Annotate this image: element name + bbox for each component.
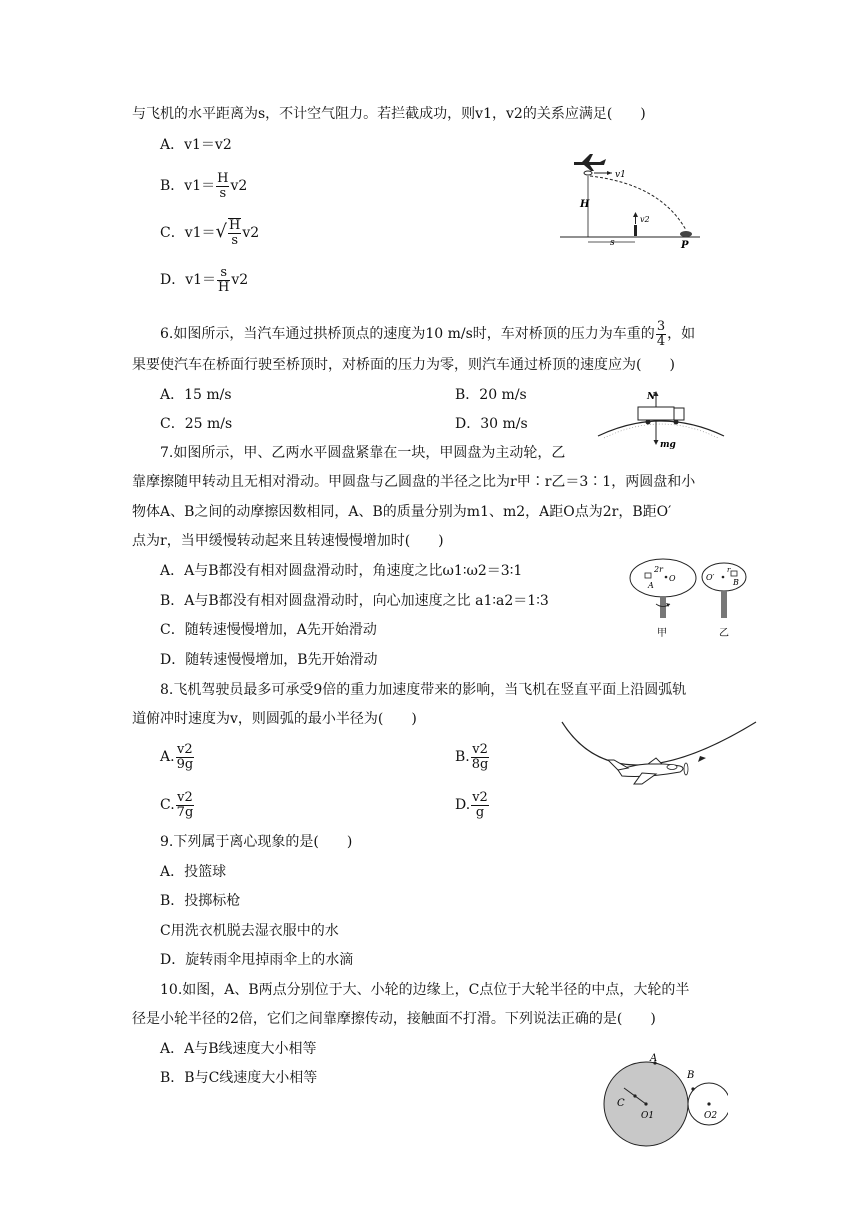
sqrt-sign: √ [215,221,228,242]
disc-jia [630,559,696,597]
q5-option-d-suffix: v2 [231,272,249,288]
q7-figure-discs [626,556,756,640]
q6-option-c: C．25 m/s [160,416,233,432]
q6-line1-post: ，如 [667,326,696,342]
q6-option-a: A．15 m/s [160,387,232,403]
q5-option-b-fraction [216,172,229,201]
label-A: A [648,581,654,590]
label-C: C [617,1098,625,1109]
q8-option-c-label: C. [160,797,175,813]
label-O: O [669,574,676,583]
q8-line1: 8.飞机驾驶员最多可承受9倍的重力加速度带来的影响，当飞机在竖直平面上沿圆弧轨 [160,682,687,698]
q5-option-b-suffix: v2 [230,178,248,194]
q9-option-d: D．旋转雨伞甩掉雨伞上的水滴 [160,952,354,968]
label-mg: mg [660,440,676,450]
q5-option-d-prefix: D．v1＝ [160,272,217,288]
q5-figure-interception [560,150,710,250]
q5-option-c-den: s [231,233,239,248]
q8-option-c-fraction [176,791,195,820]
q7-line3: 物体A、B之间的动摩擦因数相同，A、B的质量分别为m1、m2，A距O点为2r，B距O′ [132,504,672,520]
label-B: B [687,1070,695,1081]
q5-option-c [160,214,259,251]
q7-option-b: B．A与B都没有相对圆盘滑动时，向心加速度之比 a1∶a2＝1∶3 [160,593,549,609]
q5-option-b-prefix: B．v1＝ [160,178,216,194]
arrow-head-icon [698,756,706,762]
label-r: r [727,566,731,574]
q5-stem-tail: 与飞机的水平距离为s，不计空气阻力。若拦截成功，则v1，v2的关系应满足( ) [132,106,646,122]
q8-option-b-fraction [471,743,490,772]
label-O1: O1 [641,1111,655,1121]
q10-option-a: A．A与B线速度大小相等 [160,1041,317,1057]
q5-option-b-num: H [217,170,229,186]
q5-option-c-fraction [228,218,241,248]
q5-option-a: A．v1＝v2 [160,137,232,153]
q6-frac-den: 4 [656,333,666,349]
truck-body [638,407,674,420]
q8-option-d [455,786,490,824]
q8-option-c [160,786,195,824]
q5-option-d-fraction [217,266,230,295]
q8-figure-dive-arc [556,718,766,798]
q5-option-d-den: H [218,279,230,295]
q6-option-d: D．30 m/s [455,416,528,432]
shaft-yi [721,591,727,618]
bomb-icon [584,171,592,175]
q8-option-a-den: 9g [176,756,194,772]
label-B: B [733,578,739,587]
q9-option-a: A．投篮球 [160,864,227,880]
q8-option-b [455,738,490,776]
q9-option-c: C用洗衣机脱去湿衣服中的水 [160,923,339,939]
truck-cab [674,408,684,420]
label-v2: v2 [640,215,650,224]
q6-frac-num: 3 [656,318,666,334]
label-v1: v1 [615,170,626,180]
q5-option-d [160,262,248,298]
q5-option-b [160,168,247,204]
label-H: H [580,199,590,210]
q10-line2: 径是小轮半径的2倍，它们之间靠摩擦传动，接触面不打滑。下列说法正确的是( ) [132,1011,656,1027]
q8-option-b-den: 8g [471,756,489,772]
q10-option-b: B．B与C线速度大小相等 [160,1070,318,1086]
q8-option-d-fraction [471,791,489,820]
q9-option-b: B．投掷标枪 [160,893,241,909]
q7-line1: 7.如图所示，甲、乙两水平圆盘紧靠在一块，甲圆盘为主动轮，乙 [160,445,566,461]
trajectory-curve [590,176,686,230]
q7-option-d: D．随转速慢慢增加，B先开始滑动 [160,652,378,668]
q10-line1: 10.如图，A、B两点分别位于大、小轮的边缘上，C点位于大轮半径的中点，大轮的半 [160,982,690,998]
q8-option-c-num: v2 [177,789,193,805]
q6-line1 [160,316,695,352]
q8-option-a-num: v2 [177,741,193,757]
q8-line2: 道俯冲时速度为v，则圆弧的最小半径为( ) [132,711,417,727]
q8-option-a [160,738,195,776]
q6-line2: 果要使汽车在桥面行驶至桥顶时，对桥面的压力为零，则汽车通过桥顶的速度应为( ) [132,357,675,373]
missile-icon [634,225,637,236]
label-yi: 乙 [719,628,729,639]
q6-line1-pre: 6.如图所示，当汽车通过拱桥顶点的速度为10 m/s时，车对桥顶的压力为车重的 [160,326,655,342]
q8-option-a-fraction [176,743,195,772]
q5-option-c-prefix: C．v1＝ [160,225,216,241]
q7-option-a: A．A与B都没有相对圆盘滑动时，角速度之比ω1∶ω2＝3∶1 [160,563,523,579]
label-A: A [650,1053,658,1064]
q7-line2: 靠摩擦随甲转动且无相对滑动。甲圆盘与乙圆盘的半径之比为r甲∶r乙＝3∶1，两圆盘和小 [132,474,696,490]
q5-option-c-suffix: v2 [242,225,260,241]
label-P: P [681,240,689,250]
q8-option-c-den: 7g [176,804,194,820]
label-O-prime: O′ [706,573,715,582]
q7-option-c: C．随转速慢慢增加，A先开始滑动 [160,622,377,638]
q8-option-d-label: D. [455,797,471,813]
q5-option-d-num: s [217,266,230,281]
block-A [645,573,651,578]
shaft-jia [660,596,666,618]
airplane-icon [608,758,688,784]
q8-option-d-num: v2 [472,789,488,805]
label-s: s [610,238,615,248]
label-jia: 甲 [657,628,667,639]
arch-bridge [598,421,724,436]
q8-option-b-label: B. [455,749,470,765]
q5-option-b-den: s [219,185,227,201]
target-icon [680,231,692,237]
q8-option-b-num: v2 [472,741,488,757]
label-2r: 2r [654,565,663,574]
block-B [731,571,737,576]
q8-option-a-label: A. [160,749,175,765]
circular-arc [562,722,756,765]
label-N: N [647,392,656,402]
q9-line1: 9.下列属于离心现象的是( ) [160,834,353,850]
q8-option-d-den: g [475,804,485,820]
q7-line4: 点为r，当甲缓慢转动起来且转速慢慢增加时( ) [132,533,444,549]
q6-figure-bridge [596,388,726,452]
label-O2: O2 [704,1111,718,1121]
q6-option-b: B．20 m/s [455,387,527,403]
q10-figure-wheels [598,1048,728,1148]
q6-fraction [656,320,666,349]
q5-option-c-num: H [229,218,241,233]
